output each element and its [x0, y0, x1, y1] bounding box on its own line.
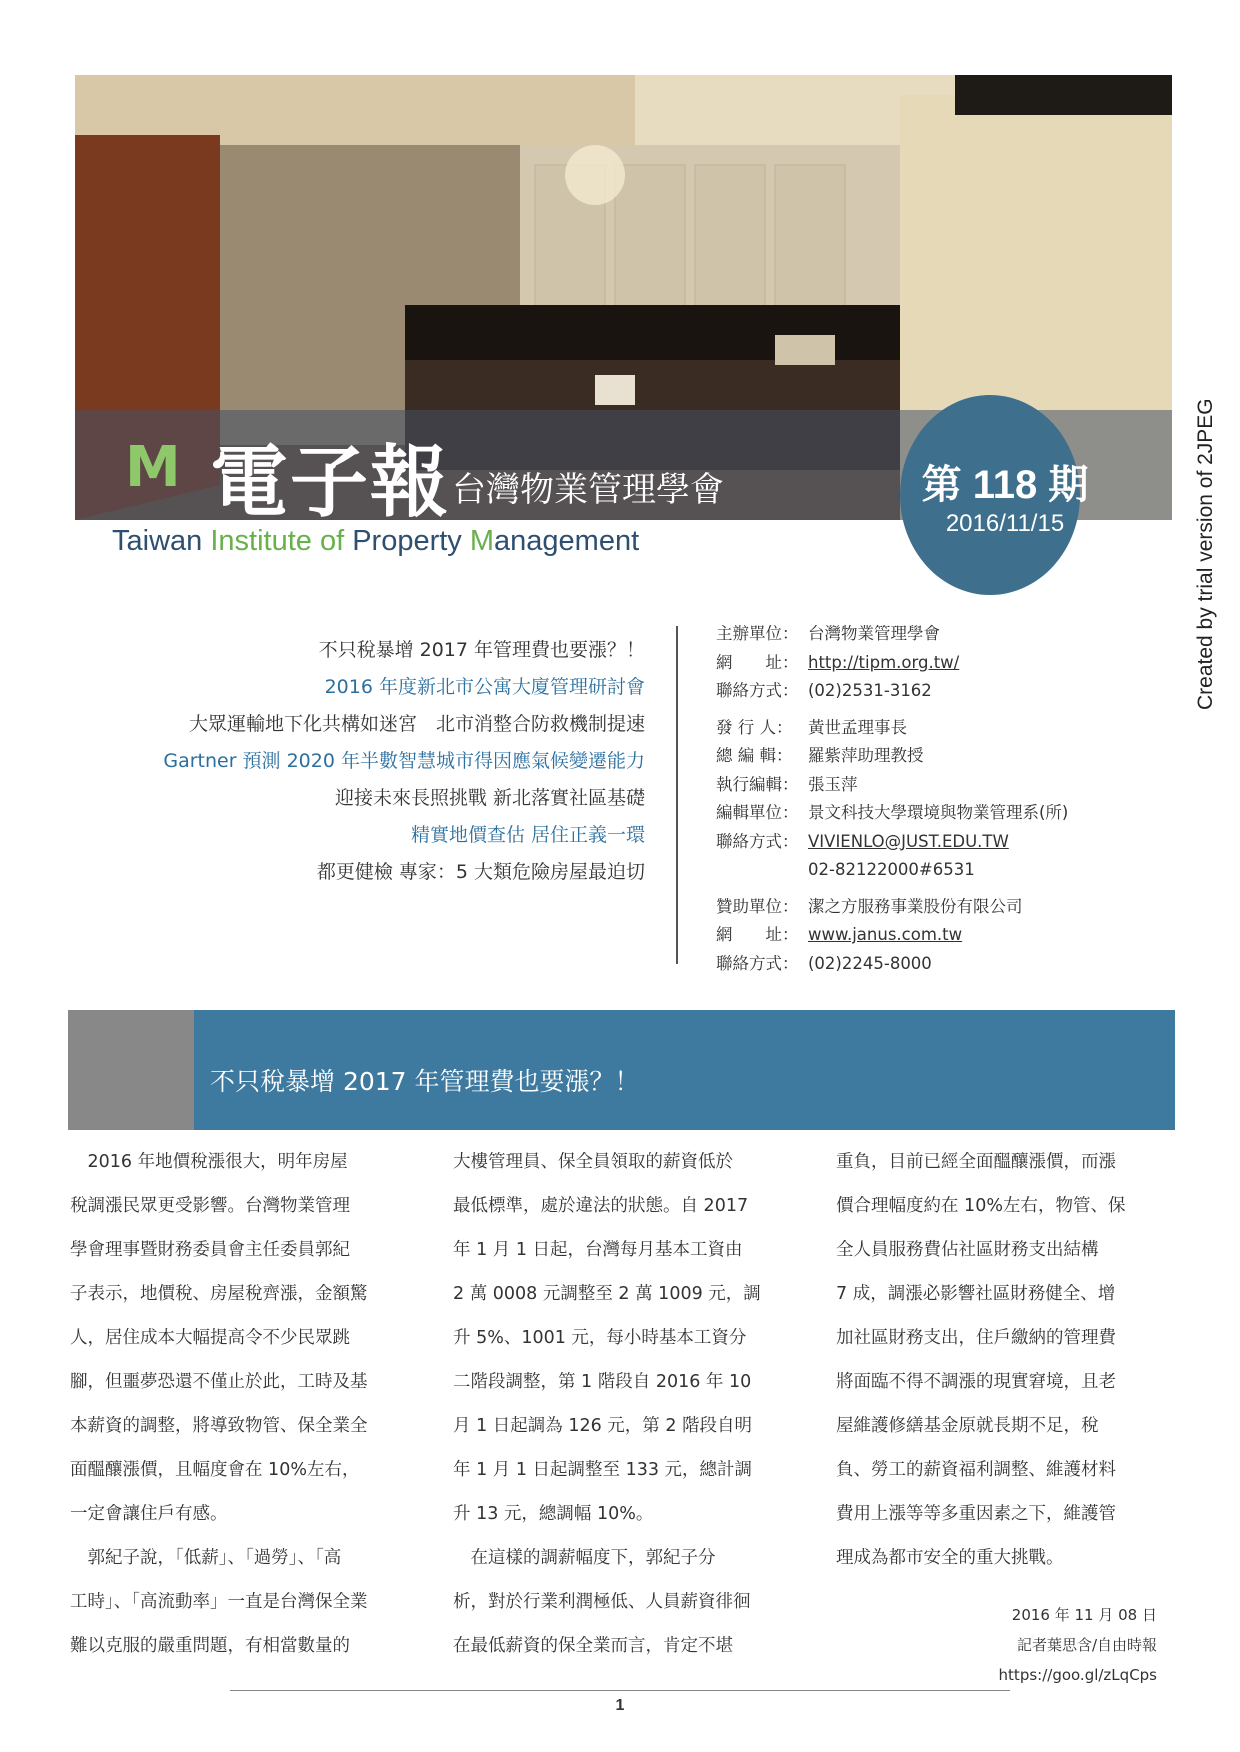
text-line: 將面臨不得不調漲的現實窘境，且老 [836, 1372, 1116, 1392]
text-line: 理成為都市安全的重大挑戰。 [836, 1548, 1064, 1568]
info-label: 主辦單位： [716, 624, 799, 643]
text-line: 人，居住成本大幅提高令不少民眾跳 [70, 1328, 350, 1348]
info-label: 網 址： [716, 652, 799, 672]
text-line: 費用上漲等等多重因素之下，維護管 [836, 1504, 1116, 1524]
text-line: 郭紀子說，「低薪」、「過勞」、「高 [70, 1548, 342, 1568]
editing-unit: 景文科技大學環境與物業管理系(所) [808, 803, 1069, 822]
watermark-text: Created by trial version of 2JPEG [1194, 398, 1217, 710]
article-column-2 [453, 1140, 805, 1668]
info-label: 聯絡方式： [716, 831, 799, 851]
sponsor: 潔之方服務事業股份有限公司 [808, 896, 1023, 916]
contact-phone: (02)2531-3162 [808, 681, 932, 700]
organization-name: 台灣物業管理學會 [452, 470, 724, 510]
column-divider [676, 626, 678, 964]
sponsor-website-link[interactable]: www.janus.com.tw [808, 925, 963, 944]
text-line: 7 成，調漲必影響社區財務健全、增 [836, 1284, 1116, 1304]
text-line: 重負，目前已經全面醞釀漲價，而漲 [836, 1152, 1116, 1172]
text-line: 年 1 月 1 日起，台灣每月基本工資由 [453, 1240, 743, 1260]
issue-date: 2016/11/15 [945, 510, 1065, 537]
text-line: 全人員服務費佔社區財務支出結構 [836, 1240, 1099, 1260]
toc-item[interactable]: 不只稅暴增 2017 年管理費也要漲？！ [318, 639, 645, 661]
info-label: 聯絡方式： [716, 681, 799, 700]
article-column-1 [70, 1140, 422, 1668]
text-line: 升 13 元，總調幅 10%。 [453, 1504, 654, 1524]
info-label: 贊助單位： [716, 896, 799, 916]
website-link[interactable]: http://tipm.org.tw/ [808, 652, 960, 672]
text-line: 年 1 月 1 日起調整至 133 元，總計調 [453, 1460, 753, 1480]
info-label: 編輯單位： [716, 803, 799, 822]
text-line: 2 萬 0008 元調整至 2 萬 1009 元，調 [453, 1284, 761, 1304]
toc-item[interactable]: 都更健檢 專家：5 大類危險房屋最迫切 [316, 861, 645, 883]
footer-divider [230, 1690, 1010, 1691]
text-line: 月 1 日起調為 126 元，第 2 階段自明 [453, 1416, 753, 1436]
newsletter-title: 電子報 [210, 438, 451, 528]
info-label: 執行編輯： [716, 774, 799, 794]
text-line: 屋維護修繕基金原就長期不足，稅 [836, 1416, 1099, 1436]
editor-email-link[interactable]: VIVIENLO@JUST.EDU.TW [808, 831, 1009, 851]
editor-phone: 02-82122000#6531 [808, 860, 975, 879]
source-date: 2016 年 11 月 08 日 [1011, 1606, 1157, 1624]
article-column-3 [836, 1140, 1188, 1580]
text-line: 最低標準，處於違法的狀態。自 2017 [453, 1196, 749, 1216]
text-line: 析，對於行業利潤極低、人員薪資徘徊 [453, 1592, 751, 1612]
text-line: 價合理幅度約在 10%左右，物管、保 [836, 1196, 1126, 1216]
source-author: 記者葉思含/自由時報 [1016, 1636, 1157, 1654]
info-label: 發 行 人： [716, 717, 793, 737]
article-source [999, 1600, 1157, 1690]
text-line: 工時」、「高流動率」一直是台灣保全業 [70, 1592, 368, 1612]
toc-item[interactable]: Gartner 預測 2020 年半數智慧城市得因應氣候變遷能力 [163, 750, 645, 772]
text-line: 負、勞工的薪資福利調整、維護材料 [836, 1460, 1116, 1480]
newsletter-logo: M [125, 435, 181, 500]
chief-editor: 羅紫萍助理教授 [808, 746, 924, 765]
text-line: 在最低薪資的保全業而言，肯定不堪 [453, 1636, 733, 1656]
text-line: 難以克服的嚴重問題，有相當數量的 [70, 1636, 350, 1656]
toc-item[interactable]: 精實地價查估 居住正義一環 [410, 824, 645, 846]
info-label: 聯絡方式： [716, 953, 799, 973]
text-line: 加社區財務支出，住戶繳納的管理費 [836, 1328, 1116, 1348]
issue-number: 第 118 期 [921, 463, 1089, 507]
table-of-contents [163, 632, 645, 891]
text-line: 腳，但噩夢恐還不僅止於此，工時及基 [70, 1372, 368, 1392]
text-line: 2016 年地價稅漲很大，明年房屋 [70, 1152, 348, 1172]
publication-info [716, 620, 1068, 978]
text-line: 升 5%、1001 元，每小時基本工資分 [453, 1328, 747, 1348]
toc-item[interactable]: 大眾運輸地下化共構如迷宮 北市消整合防救機制提速 [188, 713, 645, 735]
text-line: 稅調漲民眾更受影響。台灣物業管理 [70, 1196, 350, 1216]
executive-editor: 張玉萍 [808, 774, 858, 794]
text-line: 本薪資的調整，將導致物管、保全業全 [70, 1416, 368, 1436]
publisher: 黃世孟理事長 [808, 717, 907, 737]
info-label: 網 址： [716, 925, 799, 944]
english-organization-name: Taiwan Institute of Property Management [112, 525, 640, 557]
organizer: 台灣物業管理學會 [808, 624, 940, 643]
article-title: 不只稅暴增 2017 年管理費也要漲？！ [210, 1067, 640, 1096]
text-line: 面醞釀漲價，且幅度會在 10%左右， [70, 1460, 360, 1480]
toc-item[interactable]: 迎接未來長照挑戰 新北落實社區基礎 [334, 787, 645, 809]
sponsor-phone: (02)2245-8000 [808, 953, 932, 973]
text-line: 二階段調整，第 1 階段自 2016 年 10 [453, 1372, 752, 1392]
text-line: 學會理事暨財務委員會主任委員郭紀 [70, 1240, 350, 1260]
text-line: 大樓管理員、保全員領取的薪資低於 [453, 1152, 733, 1172]
text-line: 子表示，地價稅、房屋稅齊漲，金額驚 [70, 1284, 368, 1304]
article-header-accent [68, 1010, 194, 1130]
info-label: 總 編 輯： [716, 746, 793, 765]
toc-item[interactable]: 2016 年度新北市公寓大廈管理研討會 [324, 676, 645, 698]
text-line: 一定會讓住戶有感。 [70, 1504, 228, 1524]
source-link[interactable]: https://goo.gl/zLqCps [998, 1666, 1157, 1684]
page-number: 1 [615, 1697, 625, 1714]
text-line: 在這樣的調薪幅度下，郭紀子分 [453, 1548, 716, 1568]
